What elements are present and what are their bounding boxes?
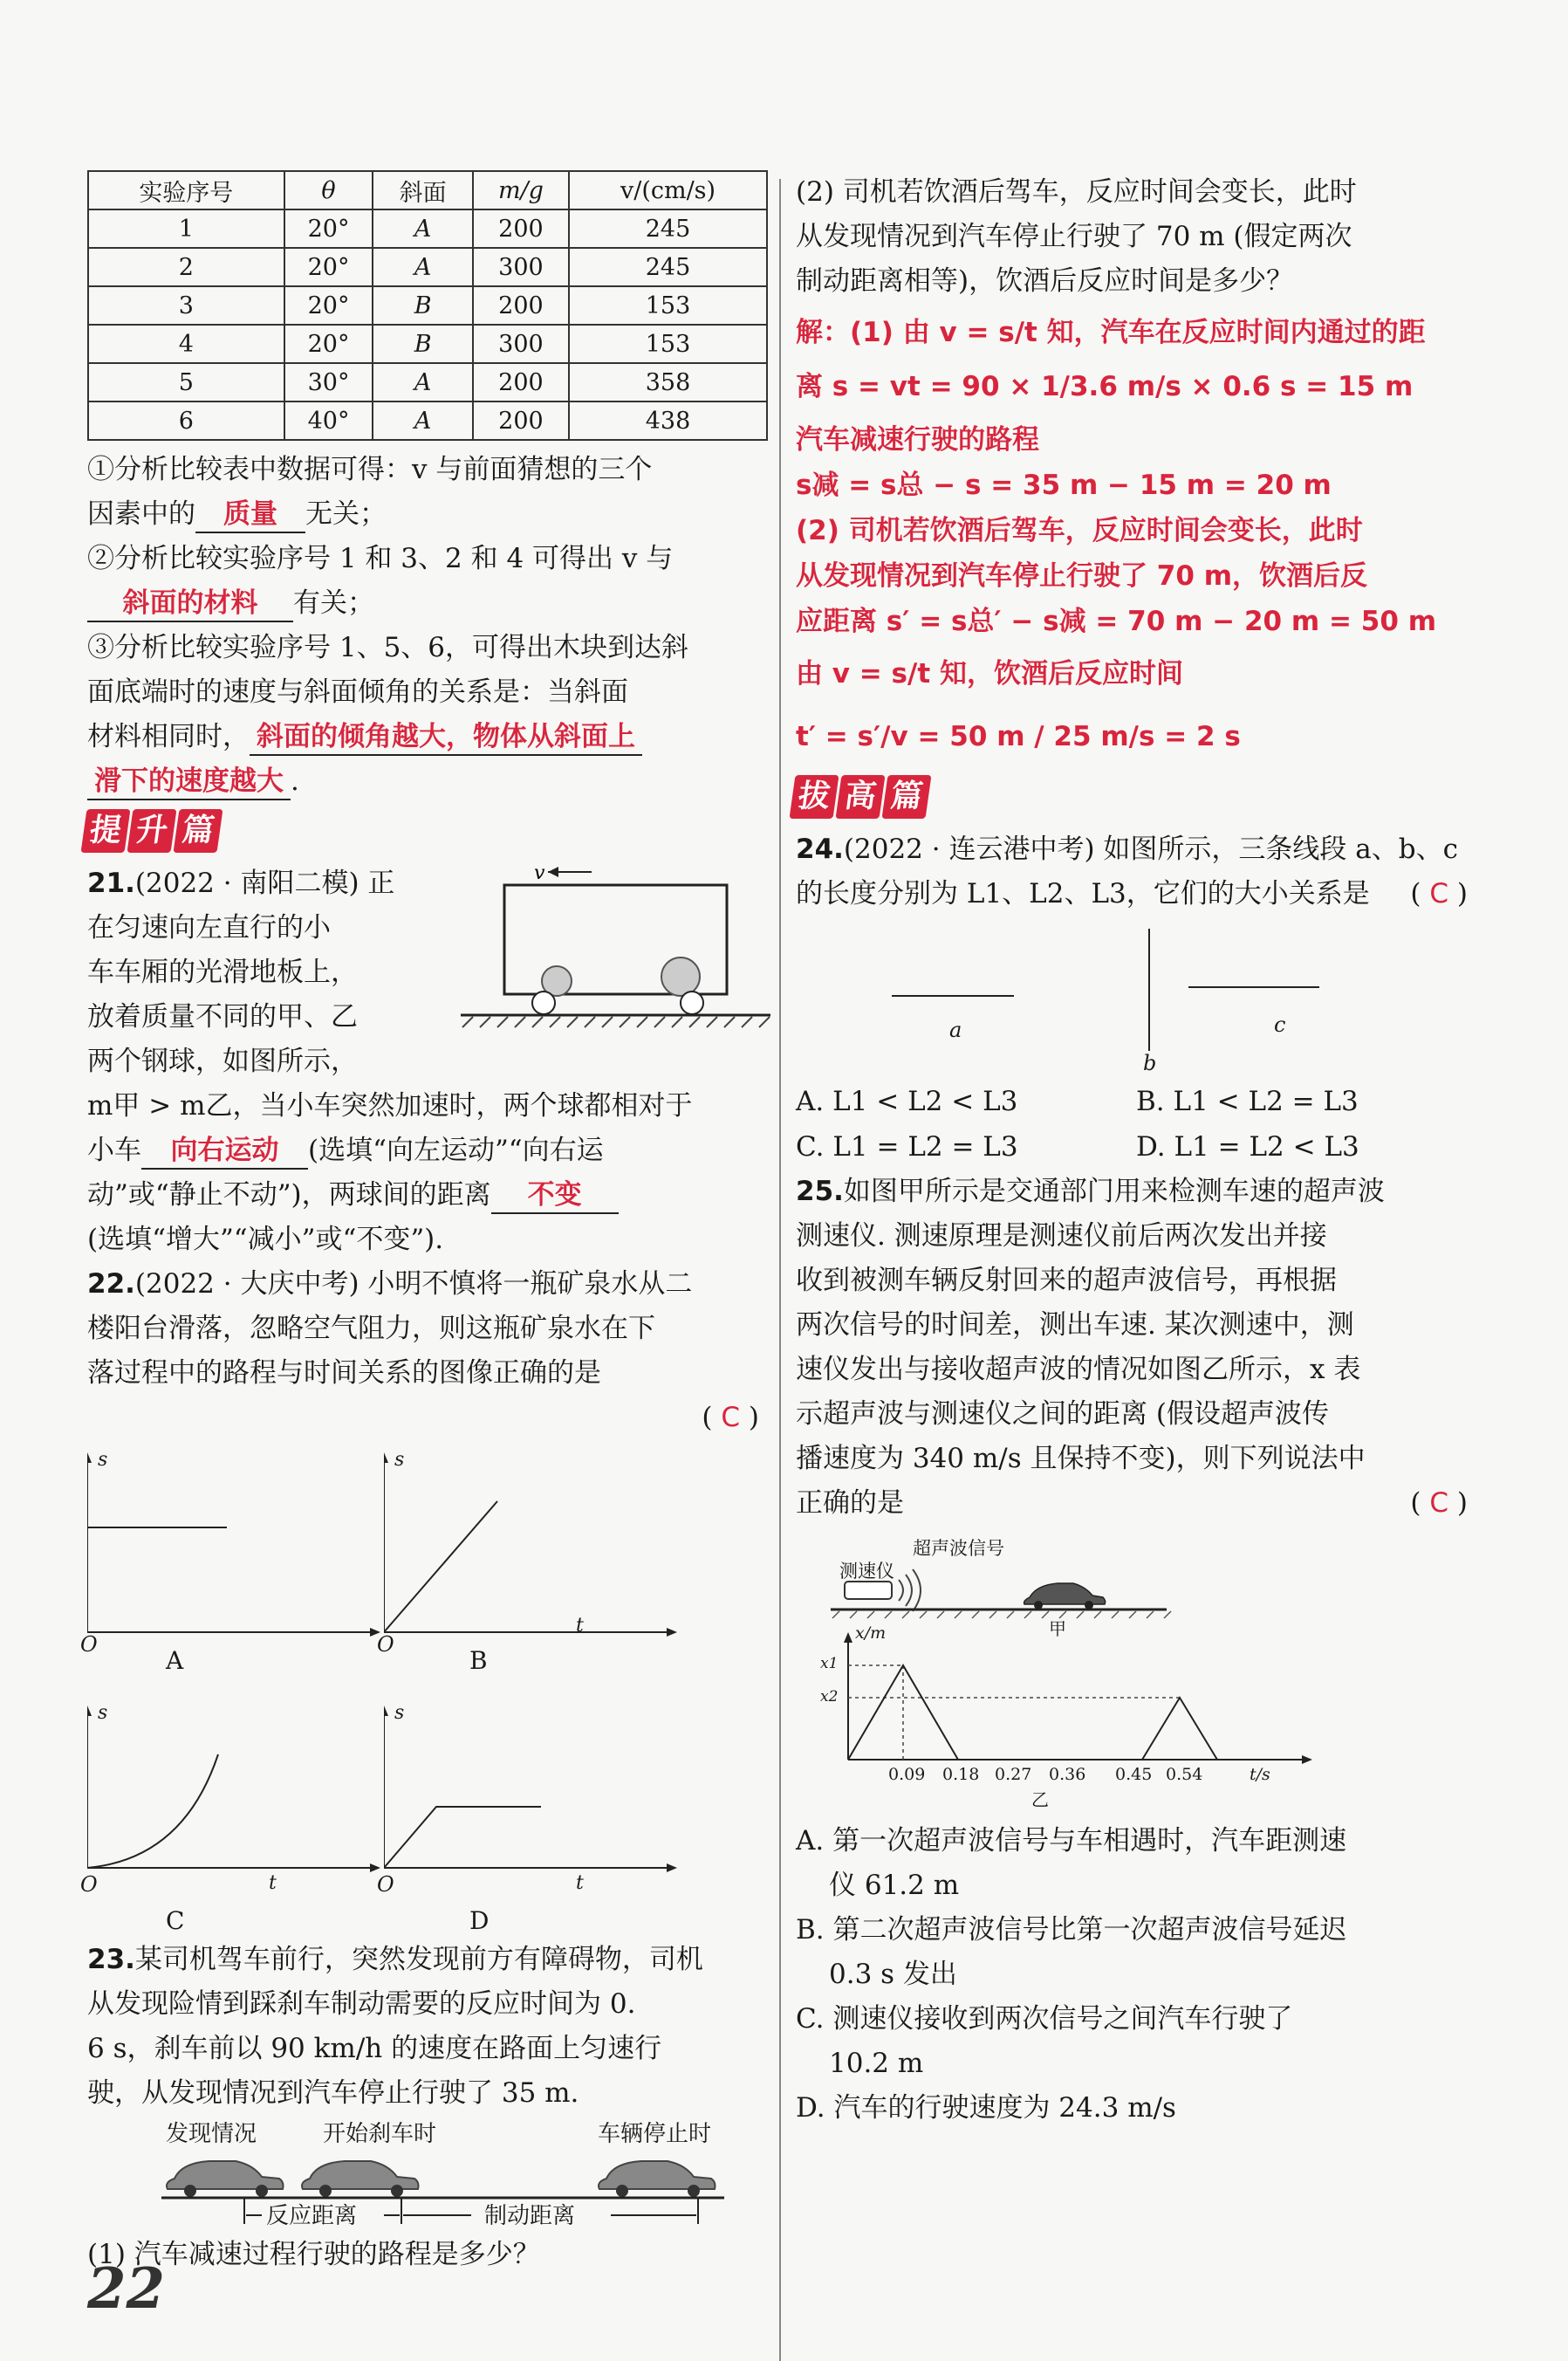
- q21-line3: 车车厢的光滑地板上，: [87, 957, 358, 988]
- q24-line2: [796, 872, 1476, 916]
- text: (2022 · 连云港中考) 如图所示，三条线段 a、b、c: [843, 834, 1458, 865]
- text: (2022 · 南阳二模) 正: [134, 868, 395, 899]
- text: 小车: [87, 1135, 141, 1166]
- graph-label-a: A: [166, 1646, 184, 1675]
- q20-part3-cont2: [87, 715, 768, 759]
- section-char: 篇: [881, 775, 931, 819]
- origin-label: O: [377, 1872, 394, 1897]
- text: .: [291, 765, 299, 797]
- table-cell: 153: [569, 286, 767, 325]
- segments-figure: [796, 922, 1476, 1075]
- cars-road: [87, 2147, 768, 2226]
- text: (2022 · 大庆中考) 小明不慎将一瓶矿泉水从二: [134, 1268, 693, 1300]
- q25-line5: 速仪发出与接收超声波的情况如图乙所示，x 表: [796, 1354, 1361, 1385]
- x2-label: x2: [820, 1688, 839, 1706]
- graph-a: [87, 1449, 384, 1676]
- fig-label: 发现情况: [166, 2121, 257, 2147]
- table-cell: A: [373, 363, 472, 402]
- text: 无关；: [305, 498, 387, 530]
- q25-line6: 示超声波与测速仪之间的距离 (假设超声波传: [796, 1398, 1329, 1430]
- q23-sub1: (1) 汽车减速过程行驶的路程是多少？: [87, 2239, 540, 2270]
- q23-sub2-line3: 制动距离相等)，饮酒后反应时间是多少？: [796, 265, 1294, 297]
- table-cell: 200: [473, 209, 569, 248]
- car-icon: [167, 2161, 284, 2197]
- axis-label: t: [269, 1872, 277, 1894]
- table-cell: 300: [473, 325, 569, 363]
- table-cell: 30°: [284, 363, 373, 402]
- answer-blank: 滑下的速度越大: [87, 764, 291, 800]
- option-c-cont: 10.2 m: [829, 2048, 924, 2079]
- solution-line: t′ = s′/v = 50 m / 25 m/s = 2 s: [796, 721, 1241, 752]
- table-cell: 20°: [284, 209, 373, 248]
- section-char: 篇: [173, 809, 223, 853]
- question-24: [796, 827, 1476, 1170]
- axis-label: s: [98, 1449, 108, 1471]
- table-cell: 6: [88, 402, 284, 440]
- q21-line4: 放着质量不同的甲、乙: [87, 1001, 358, 1033]
- speed-detector-figure: [796, 1534, 1476, 1814]
- question-number: 22.: [87, 1268, 135, 1300]
- answer-blank: 向右运动: [141, 1133, 308, 1170]
- device-label: 测速仪: [839, 1561, 894, 1582]
- answer-blank: 不变: [491, 1177, 619, 1214]
- axis-x-label: x/m: [855, 1623, 887, 1643]
- answer-blank: 质量: [195, 497, 305, 533]
- table-header: 斜面: [373, 171, 472, 209]
- text: 的长度分别为 L1、L2、L3，它们的大小关系是: [796, 878, 1370, 909]
- braking-distance-label: 制动距离: [484, 2203, 576, 2229]
- q20-part3-cont: 面底端时的速度与斜面倾角的关系是：当斜面: [87, 676, 628, 708]
- option-a-cont: 仪 61.2 m: [829, 1870, 960, 1901]
- text: 动”或“静止不动”)，两球间的距离: [87, 1179, 491, 1211]
- question-21: [87, 861, 768, 1262]
- option-c[interactable]: C. L1 = L2 = L3: [796, 1131, 1018, 1163]
- q23-line3: 6 s，刹车前以 90 km/h 的速度在路面上匀速行: [87, 2033, 662, 2064]
- q25-line1: [796, 1170, 1476, 1214]
- q22-line3: 落过程中的路程与时间关系的图像正确的是: [87, 1357, 601, 1389]
- option-d[interactable]: D. L1 = L2 < L3: [1136, 1131, 1359, 1163]
- option-b-cont: 0.3 s 发出: [829, 1959, 957, 1990]
- axis-label: s: [394, 1449, 405, 1471]
- tick-label: 0.09: [888, 1765, 926, 1784]
- origin-label: O: [377, 1632, 394, 1657]
- q25-line3: 收到被测车辆反射回来的超声波信号，再根据: [796, 1265, 1337, 1296]
- answer-blank: 斜面的材料: [87, 586, 293, 622]
- reaction-distance-label: 反应距离: [266, 2203, 358, 2229]
- table-row: [88, 363, 767, 402]
- right-column: [796, 170, 1476, 2131]
- solution-line: 从发现情况到汽车停止行驶了 70 m，饮酒后反: [796, 560, 1368, 592]
- arrow-head: [548, 867, 558, 877]
- option-d[interactable]: D. 汽车的行驶速度为 24.3 m/s: [796, 2092, 1176, 2124]
- q25-line2: 测速仪. 测速原理是测速仪前后两次发出并接: [796, 1220, 1327, 1252]
- paren: (: [1410, 878, 1421, 909]
- signal-label: 超声波信号: [913, 1538, 1004, 1559]
- table-cell: 1: [88, 209, 284, 248]
- axis-label: t: [576, 1615, 584, 1637]
- answer-choice: C: [1429, 1487, 1449, 1519]
- graph-curve: [87, 1754, 218, 1868]
- paren: ): [1456, 878, 1468, 909]
- table-header: v/(cm/s): [569, 171, 767, 209]
- question-number: 25.: [796, 1176, 844, 1207]
- table-row: [88, 209, 767, 248]
- table-cell: 20°: [284, 286, 373, 325]
- option-a[interactable]: A. L1 < L2 < L3: [796, 1086, 1018, 1117]
- q20-part3: ③分析比较实验序号 1、5、6，可得出木块到达斜: [87, 632, 689, 663]
- paren: (: [1410, 1487, 1421, 1519]
- solution-line: 解：(1) 由 v = s/t 知，汽车在反应时间内通过的距: [796, 317, 1426, 348]
- text: (选填“向左运动”“向右运: [308, 1135, 604, 1166]
- answer-choice: C: [721, 1402, 741, 1433]
- q22-line2: 楼阳台滑落，忽略空气阻力，则这瓶矿泉水在下: [87, 1313, 655, 1344]
- table-header: θ: [284, 171, 373, 209]
- table-header: m/g: [473, 171, 569, 209]
- segment-label: c: [1274, 1012, 1286, 1037]
- table-row: [88, 286, 767, 325]
- table-cell: 245: [569, 209, 767, 248]
- graph-line: [384, 1501, 497, 1632]
- q23-line2: 从发现险情到踩刹车制动需要的反应时间为 0.: [87, 1988, 636, 2020]
- section-char: 拔: [789, 775, 839, 819]
- question-number: 21.: [87, 868, 135, 899]
- graph-label-b: B: [469, 1646, 488, 1675]
- q21-line2: 在匀速向左直行的小: [87, 912, 331, 944]
- q20-part1: ①分析比较表中数据可得：v 与前面猜想的三个: [87, 454, 653, 485]
- q21-line5: 两个钢球，如图所示，: [87, 1046, 358, 1077]
- solution-line: 离 s = vt = 90 × 1/3.6 m/s × 0.6 s = 15 m: [796, 371, 1414, 402]
- question-number: 23.: [87, 1944, 135, 1975]
- q21-line8: [87, 1173, 768, 1218]
- q24-options-row2: [796, 1124, 1476, 1170]
- paren: ): [1456, 1487, 1468, 1519]
- question-23: [87, 1938, 768, 2277]
- solution-line: 应距离 s′ = s总′ − s减 = 70 m − 20 m = 50 m: [796, 606, 1436, 637]
- car-icon: [302, 2161, 419, 2197]
- paren: (: [702, 1402, 713, 1433]
- option-b[interactable]: B. 第二次超声波信号比第一次超声波信号延迟: [796, 1914, 1347, 1946]
- graph-options: [80, 1449, 768, 1938]
- q20-part2-cont: [87, 581, 768, 626]
- graph-label-d: D: [469, 1906, 490, 1935]
- q24-options-row1: [796, 1079, 1476, 1124]
- axis-label: s: [394, 1702, 405, 1724]
- table-cell: 438: [569, 402, 767, 440]
- table-cell: B: [373, 286, 472, 325]
- solution-line: s减 = s总 − s = 35 m − 15 m = 20 m: [796, 470, 1332, 501]
- question-22: [80, 1262, 768, 1938]
- segments-svg: [796, 922, 1476, 1070]
- axis-label: t: [576, 1872, 584, 1894]
- axis-label: s: [98, 1702, 108, 1724]
- table-cell: 200: [473, 363, 569, 402]
- ground-hatch: [462, 1017, 770, 1027]
- section-char: 高: [835, 775, 885, 819]
- q25-line8: [796, 1481, 1476, 1526]
- graph-b: [384, 1449, 681, 1676]
- tick-label: 0.18: [942, 1765, 980, 1784]
- second-signal-line: [1142, 1698, 1217, 1760]
- question-number: 24.: [796, 834, 844, 865]
- q21-line7: [87, 1129, 768, 1173]
- q20-part2: ②分析比较实验序号 1 和 3、2 和 4 可得出 v 与: [87, 543, 674, 574]
- section-tag-tisheng: [84, 809, 223, 853]
- option-b[interactable]: B. L1 < L2 = L3: [1136, 1086, 1359, 1117]
- table-cell: 245: [569, 248, 767, 286]
- table-row: [88, 402, 767, 440]
- table-cell: 300: [473, 248, 569, 286]
- figure-jia-label: 甲: [1049, 1618, 1066, 1639]
- table-cell: 4: [88, 325, 284, 363]
- text: 有关；: [293, 587, 374, 619]
- figure-yi-label: 乙: [1031, 1789, 1049, 1810]
- q23-sub2-line2: 从发现情况到汽车停止行驶了 70 m (假定两次: [796, 221, 1352, 252]
- tick-label: 0.27: [995, 1765, 1032, 1784]
- q25-line7: 播速度为 340 m/s 且保持不变)，则下列说法中: [796, 1443, 1366, 1474]
- left-column: [80, 170, 768, 2277]
- fig-label: 车辆停止时: [598, 2121, 712, 2147]
- tick-label: 0.54: [1166, 1765, 1203, 1784]
- table-row: [88, 325, 767, 363]
- q24-line1: [796, 827, 1476, 872]
- option-c[interactable]: C. 测速仪接收到两次信号之间汽车行驶了: [796, 2003, 1293, 2035]
- table-cell: A: [373, 209, 472, 248]
- tick-label: 0.36: [1049, 1765, 1086, 1784]
- table-cell: 3: [88, 286, 284, 325]
- cart-figure: [452, 854, 775, 1029]
- question-25: [796, 1170, 1476, 2131]
- solution-line: 由 v = s/t 知，饮酒后反应时间: [796, 658, 1183, 690]
- table-cell: 5: [88, 363, 284, 402]
- q23-solution: [796, 309, 1476, 770]
- graph-d: [384, 1702, 681, 1929]
- q25-line4: 两次信号的时间差，测出车速. 某次测速中，测: [796, 1309, 1354, 1341]
- axis-t-label: t/s: [1250, 1765, 1270, 1784]
- text: 某司机驾车前行，突然发现前方有障碍物，司机: [134, 1944, 703, 1975]
- table-cell: 358: [569, 363, 767, 402]
- paren: ): [748, 1402, 759, 1433]
- q21-line9: (选填“增大”“减小”或“不变”).: [87, 1224, 444, 1255]
- fig-label: 开始刹车时: [323, 2121, 437, 2147]
- text: 正确的是: [796, 1487, 904, 1519]
- wheel: [532, 992, 555, 1014]
- car-icon: [599, 2161, 716, 2197]
- table-cell: 20°: [284, 248, 373, 286]
- text: 材料相同时，: [87, 721, 250, 752]
- option-a[interactable]: A. 第一次超声波信号与车相遇时，汽车距测速: [796, 1825, 1347, 1857]
- braking-figure: [87, 2121, 768, 2229]
- origin-label: O: [80, 1632, 98, 1657]
- table-cell: 2: [88, 248, 284, 286]
- experiment-table: [87, 170, 768, 441]
- segment-label: a: [949, 1018, 962, 1042]
- graph-c: [87, 1702, 384, 1929]
- section-char: 升: [127, 809, 176, 853]
- segment-label: b: [1143, 1051, 1157, 1075]
- column-divider: [779, 179, 781, 2361]
- q20-part3-cont3: [87, 759, 768, 804]
- table-cell: 200: [473, 402, 569, 440]
- x1-label: x1: [820, 1655, 839, 1672]
- table-cell: 200: [473, 286, 569, 325]
- graph-line: [384, 1807, 541, 1868]
- answer-choice: C: [1429, 878, 1449, 909]
- solution-line: 汽车减速行驶的路程: [796, 424, 1039, 456]
- text: 因素中的: [87, 498, 195, 530]
- table-cell: 40°: [284, 402, 373, 440]
- table-cell: B: [373, 325, 472, 363]
- section-char: 提: [80, 809, 130, 853]
- graph-label-c: C: [166, 1906, 185, 1935]
- text: 如图甲所示是交通部门用来检测车速的超声波: [843, 1176, 1385, 1207]
- origin-label: O: [80, 1872, 98, 1897]
- q22-line1: [87, 1262, 768, 1307]
- q23-sub2-line1: (2) 司机若饮酒后驾车，反应时间会变长，此时: [796, 176, 1357, 208]
- table-cell: 153: [569, 325, 767, 363]
- table-cell: A: [373, 248, 472, 286]
- q20-part1-cont: [87, 492, 768, 537]
- table-header: 实验序号: [88, 171, 284, 209]
- solution-line: (2) 司机若饮酒后驾车，反应时间会变长，此时: [796, 515, 1363, 546]
- answer-blank: 斜面的倾角越大，物体从斜面上: [250, 719, 642, 756]
- table-header-row: [88, 171, 767, 209]
- tick-label: 0.45: [1115, 1765, 1153, 1784]
- table-cell: A: [373, 402, 472, 440]
- table-cell: 20°: [284, 325, 373, 363]
- table-row: [88, 248, 767, 286]
- ball-yi: [661, 957, 700, 996]
- q23-line4: 驶，从发现情况到汽车停止行驶了 35 m.: [87, 2077, 579, 2109]
- velocity-label: v: [534, 862, 545, 884]
- wheel: [681, 992, 703, 1014]
- section-tag-bagao: [792, 775, 931, 819]
- q23-line1: [87, 1938, 768, 1982]
- q21-line6: m甲 > m乙，当小车突然加速时，两个球都相对于: [87, 1090, 693, 1122]
- q22-answer: [87, 1396, 768, 1440]
- page-number: 22: [87, 2256, 166, 2322]
